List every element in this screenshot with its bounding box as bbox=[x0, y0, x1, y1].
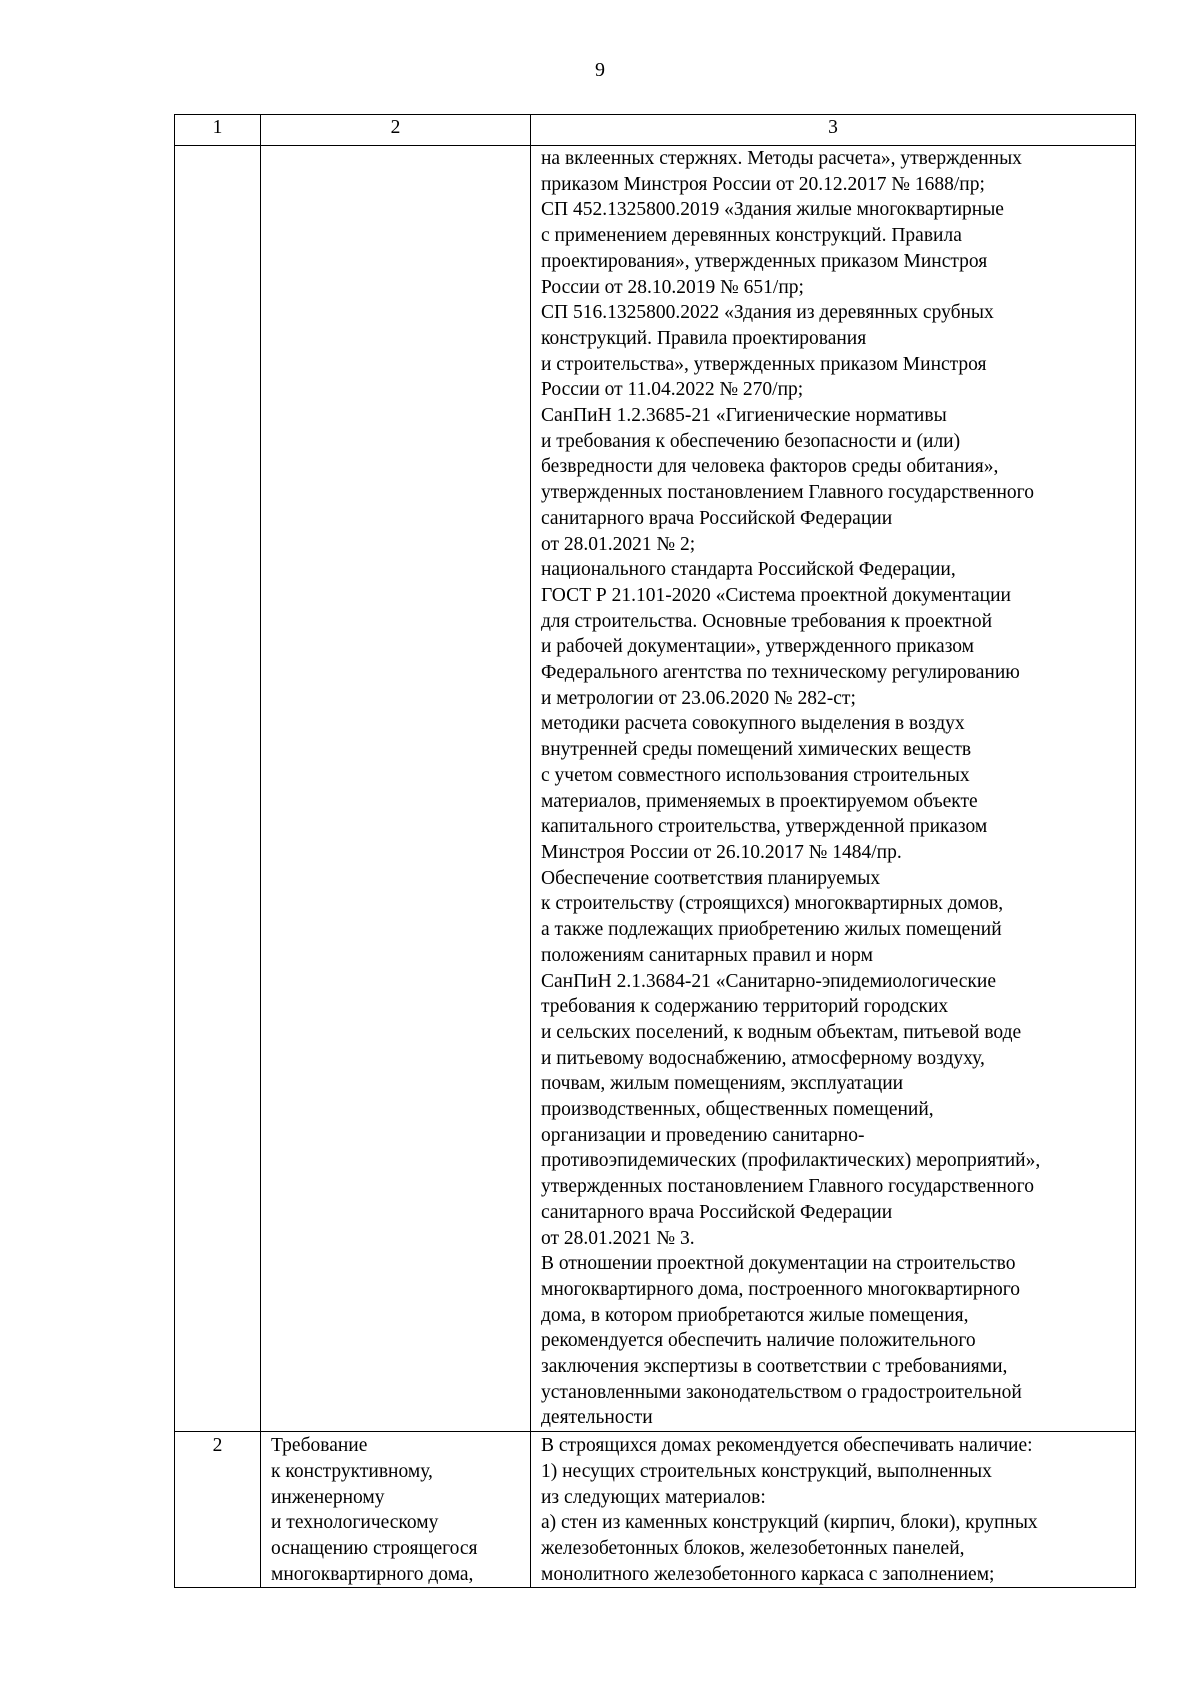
column-header-2: 2 bbox=[261, 115, 531, 146]
text-line: и сельских поселений, к водным объектам, питьевой воде bbox=[541, 1021, 1022, 1043]
text-line: проектирования», утвержденных приказом Минстроя bbox=[541, 250, 988, 272]
text-line: положениям санитарных правил и норм bbox=[541, 944, 873, 966]
text-line: конструкций. Правила проектирования bbox=[541, 327, 867, 349]
text-line: 1) несущих строительных конструкций, выполненных bbox=[541, 1460, 992, 1482]
text-line: от 28.01.2021 № 2; bbox=[541, 533, 696, 555]
text-line: монолитного железобетонного каркаса с заполнением; bbox=[541, 1563, 995, 1585]
text-line: железобетонных блоков, железобетонных панелей, bbox=[541, 1537, 965, 1559]
text-line: и требования к обеспечению безопасности и (или) bbox=[541, 430, 961, 452]
text-line: а также подлежащих приобретению жилых помещений bbox=[541, 919, 1002, 941]
text-line: СП 516.1325800.2022 «Здания из деревянных срубных bbox=[541, 302, 994, 324]
text-line: санитарного врача Российской Федерации bbox=[541, 1201, 893, 1223]
text-line: к строительству (строящихся) многоквартирных домов, bbox=[541, 893, 1004, 915]
text-line: и технологическому bbox=[271, 1512, 439, 1534]
text-line: а) стен из каменных конструкций (кирпич, блоки), крупных bbox=[541, 1512, 1038, 1534]
requirement-cell bbox=[261, 1432, 531, 1588]
text-line: оснащению строящегося bbox=[271, 1537, 478, 1559]
text-line: дома, в котором приобретаются жилые помещения, bbox=[541, 1304, 969, 1326]
text-line: рекомендуется обеспечить наличие положительного bbox=[541, 1330, 976, 1352]
page-number: 9 bbox=[595, 59, 605, 81]
description-cell bbox=[531, 146, 1136, 1432]
text-line: безвредности для человека факторов среды обитания», bbox=[541, 456, 999, 478]
text-line: материалов, применяемых в проектируемом объекте bbox=[541, 790, 978, 812]
text-line: деятельности bbox=[541, 1407, 653, 1429]
row-number-cell: 2 bbox=[175, 1432, 261, 1588]
text-line: производственных, общественных помещений, bbox=[541, 1099, 934, 1121]
text-line: от 28.01.2021 № 3. bbox=[541, 1227, 695, 1249]
column-header-3: 3 bbox=[531, 115, 1136, 146]
text-line: В отношении проектной документации на строительство bbox=[541, 1253, 1016, 1275]
text-line: инженерному bbox=[271, 1486, 385, 1508]
text-line: методики расчета совокупного выделения в воздух bbox=[541, 713, 965, 735]
text-line: с применением деревянных конструкций. Правила bbox=[541, 225, 962, 247]
text-line: многоквартирного дома, bbox=[271, 1563, 474, 1585]
text-line: России от 28.10.2019 № 651/пр; bbox=[541, 276, 804, 298]
text-line: России от 11.04.2022 № 270/пр; bbox=[541, 379, 804, 401]
text-line: СанПиН 1.2.3685-21 «Гигиенические нормативы bbox=[541, 405, 947, 427]
column-header-1: 1 bbox=[175, 115, 261, 146]
text-line: установленными законодательством о градостроительной bbox=[541, 1381, 1022, 1403]
text-line: и метрологии от 23.06.2020 № 282-ст; bbox=[541, 687, 856, 709]
text-line: капитального строительства, утвержденной приказом bbox=[541, 816, 988, 838]
text-line: приказом Минстроя России от 20.12.2017 № 1688/пр; bbox=[541, 173, 985, 195]
text-line: ГОСТ Р 21.101-2020 «Система проектной документации bbox=[541, 584, 1011, 606]
text-line: с учетом совместного использования строительных bbox=[541, 764, 970, 786]
text-line: из следующих материалов: bbox=[541, 1486, 766, 1508]
text-line: и рабочей документации», утвержденного приказом bbox=[541, 636, 975, 658]
text-line: организации и проведению санитарно- bbox=[541, 1124, 865, 1146]
text-line: заключения экспертизы в соответствии с требованиями, bbox=[541, 1356, 1008, 1378]
text-line: и строительства», утвержденных приказом Минстроя bbox=[541, 353, 987, 375]
text-line: противоэпидемических (профилактических) мероприятий», bbox=[541, 1150, 1041, 1172]
text-line: требования к содержанию территорий городских bbox=[541, 996, 949, 1018]
text-line: Федерального агентства по техническому регулированию bbox=[541, 662, 1020, 684]
row-number-cell bbox=[175, 146, 261, 1432]
requirements-table bbox=[174, 114, 1136, 1588]
text-line: к конструктивному, bbox=[271, 1460, 433, 1482]
table-header-row bbox=[175, 115, 1136, 146]
text-line: Минстроя России от 26.10.2017 № 1484/пр. bbox=[541, 841, 902, 863]
table-row bbox=[175, 146, 1136, 1432]
text-line: для строительства. Основные требования к проектной bbox=[541, 610, 993, 632]
text-line: утвержденных постановлением Главного государственного bbox=[541, 482, 1034, 504]
text-line: национального стандарта Российской Федерации, bbox=[541, 559, 956, 581]
text-line: санитарного врача Российской Федерации bbox=[541, 507, 893, 529]
text-line: Требование bbox=[271, 1435, 368, 1457]
text-line: внутренней среды помещений химических веществ bbox=[541, 739, 972, 761]
text-line: СП 452.1325800.2019 «Здания жилые многоквартирные bbox=[541, 199, 1004, 221]
text-line: и питьевому водоснабжению, атмосферному воздуху, bbox=[541, 1047, 985, 1069]
text-line: многоквартирного дома, построенного многоквартирного bbox=[541, 1278, 1021, 1300]
requirement-cell bbox=[261, 146, 531, 1432]
table-row bbox=[175, 1432, 1136, 1588]
text-line: Обеспечение соответствия планируемых bbox=[541, 867, 881, 889]
text-line: утвержденных постановлением Главного государственного bbox=[541, 1176, 1034, 1198]
text-line: на вклеенных стержнях. Методы расчета», утвержденных bbox=[541, 148, 1022, 169]
text-line: почвам, жилым помещениям, эксплуатации bbox=[541, 1073, 904, 1095]
text-line: В строящихся домах рекомендуется обеспечивать наличие: bbox=[541, 1435, 1033, 1457]
text-line: СанПиН 2.1.3684-21 «Санитарно-эпидемиологические bbox=[541, 970, 996, 992]
description-cell bbox=[531, 1432, 1136, 1588]
